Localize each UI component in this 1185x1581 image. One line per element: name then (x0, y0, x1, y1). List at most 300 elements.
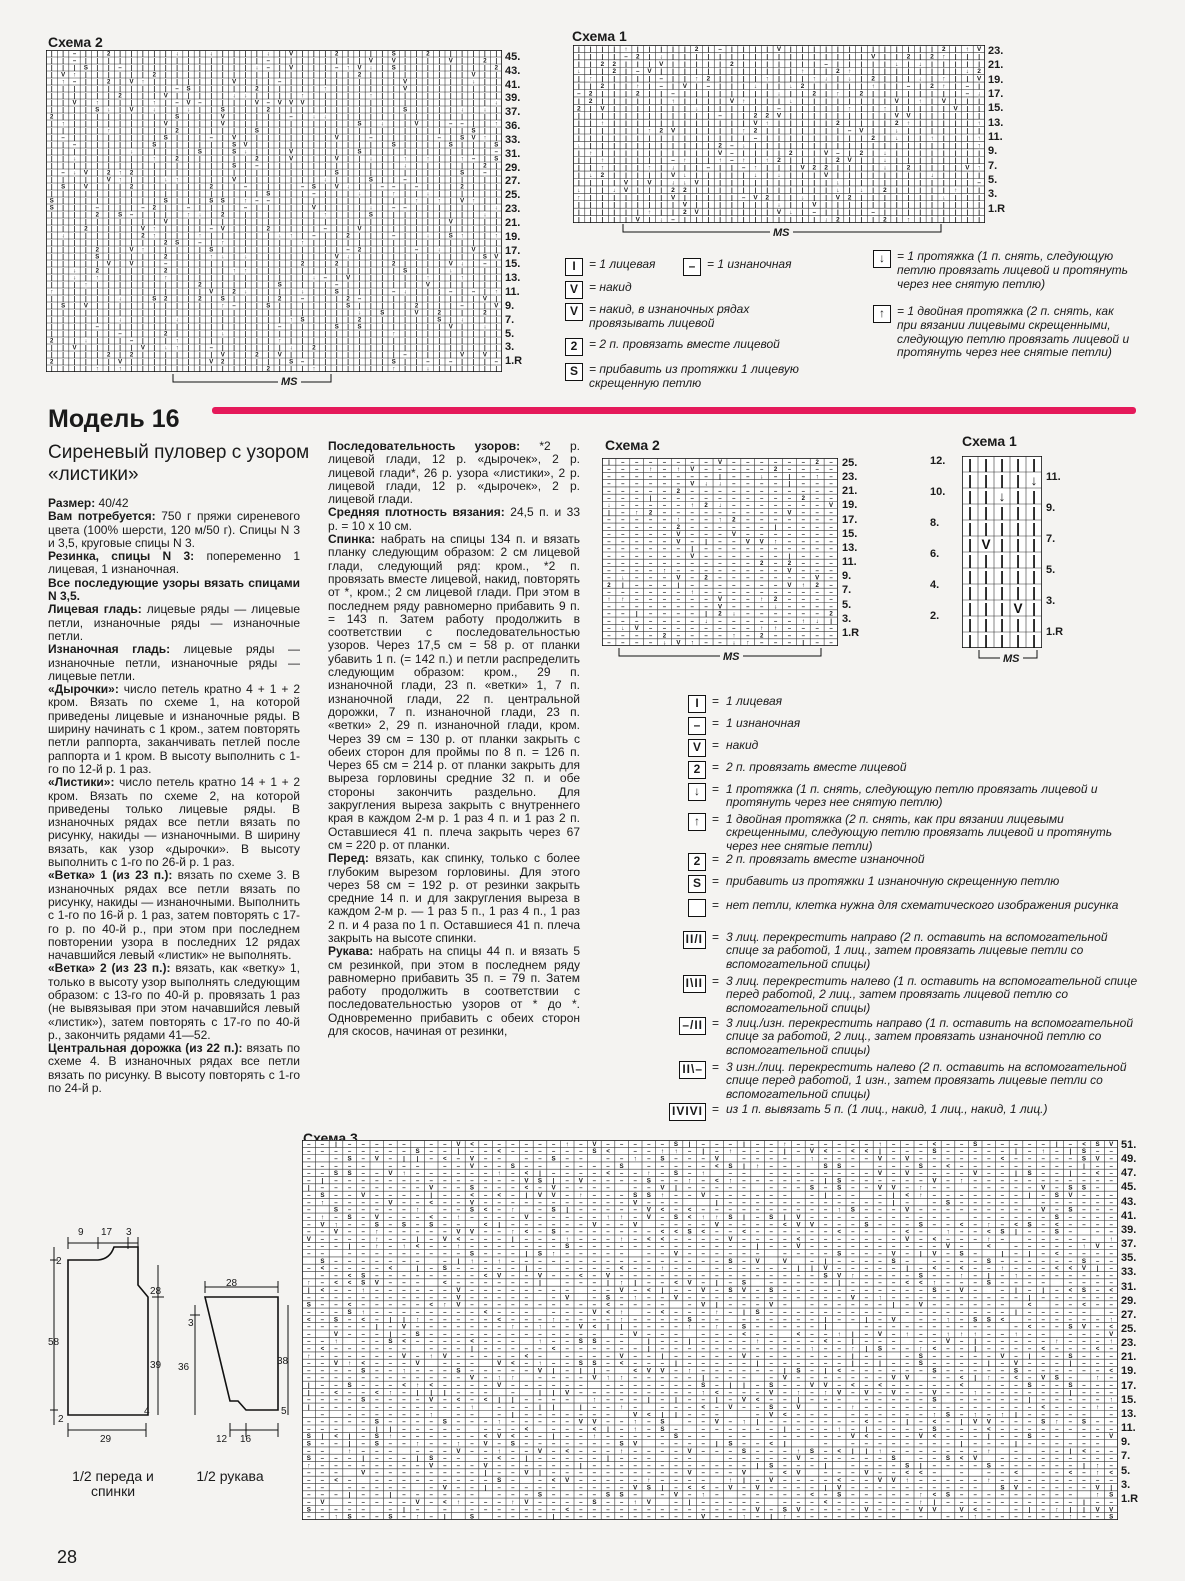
stitch-symbol: – (756, 1148, 760, 1155)
stitch-symbol: | (233, 66, 235, 72)
stitch-symbol: | (165, 108, 167, 114)
stitch-symbol: | (176, 290, 178, 296)
stitch-symbol: | (755, 217, 757, 223)
stitch-symbol: | (165, 311, 167, 317)
stitch-symbol: – (348, 1177, 352, 1184)
stitch-symbol: | (222, 157, 224, 163)
stitch-symbol: – (732, 625, 736, 632)
stitch-symbol: | (96, 234, 98, 240)
stitch-symbol: – (593, 1280, 597, 1287)
stitch-symbol: V (777, 113, 782, 120)
stitch-symbol: – (538, 1148, 542, 1155)
stitch-symbol: | (256, 213, 258, 219)
stitch-symbol: – (704, 466, 708, 473)
stitch-symbol: – (443, 1294, 447, 1301)
stitch-symbol: – (389, 1280, 393, 1287)
stitch-symbol: – (607, 603, 611, 610)
stitch-symbol: – (661, 1199, 665, 1206)
stitch-symbol: – (416, 1221, 420, 1228)
stitch-symbol: – (61, 136, 65, 142)
stitch-symbol: | (85, 143, 87, 149)
stitch-symbol: | (473, 227, 475, 233)
stitch-symbol: < (429, 1302, 433, 1309)
stitch-symbol: – (704, 524, 708, 531)
stitch-symbol: | (108, 206, 110, 212)
stitch-symbol: – (701, 1177, 705, 1184)
stitch-symbol: < (429, 1214, 433, 1221)
stitch-symbol: | (672, 113, 674, 120)
stitch-symbol: – (973, 1236, 977, 1243)
stitch-symbol: – (443, 1192, 447, 1199)
stitch-symbol: ↓ (919, 76, 922, 83)
stitch-symbol: | (74, 66, 76, 72)
stitch-symbol: | (188, 199, 190, 205)
stitch-symbol: | (199, 157, 201, 163)
stitch-symbol: – (1055, 1287, 1059, 1294)
row-number: 5. (842, 600, 851, 611)
stitch-symbol: – (732, 618, 736, 625)
stitch-symbol: | (336, 199, 338, 205)
stitch-symbol: | (416, 94, 418, 100)
stitch-symbol: – (497, 1251, 501, 1258)
stitch-symbol: – (892, 1214, 896, 1221)
stitch-symbol: | (96, 136, 98, 142)
stitch-symbol: | (484, 192, 486, 198)
stitch-symbol: – (606, 1141, 610, 1148)
stitch-symbol: – (606, 1177, 610, 1184)
stitch-symbol: | (825, 128, 827, 135)
stitch-symbol: – (919, 1207, 923, 1214)
stitch-symbol: 2 (836, 217, 840, 223)
stitch-symbol: | (199, 59, 201, 65)
stitch-symbol: | (755, 98, 757, 105)
stitch-symbol: – (966, 90, 970, 97)
stitch-symbol: ↓ (461, 318, 464, 324)
stitch-symbol: | (153, 325, 155, 331)
stitch-symbol: – (933, 1199, 937, 1206)
stitch-symbol: | (613, 209, 615, 216)
stitch-symbol: | (74, 94, 76, 100)
stitch-symbol: | (131, 136, 133, 142)
stitch-symbol: – (483, 171, 487, 177)
stitch-symbol: – (810, 1280, 814, 1287)
stitch-symbol: | (450, 94, 452, 100)
stitch-symbol: V (633, 1199, 638, 1206)
stitch-symbol: | (74, 339, 76, 345)
stitch-symbol: | (625, 209, 627, 216)
stitch-symbol: | (381, 234, 383, 240)
stitch-symbol: | (51, 325, 53, 331)
stitch-symbol: – (802, 531, 806, 538)
stitch-symbol: – (1069, 1163, 1073, 1170)
legend-description: 1 лицевая (726, 695, 782, 708)
stitch-symbol: 2 (198, 283, 202, 289)
stitch-symbol: | (660, 202, 662, 209)
stitch-symbol: | (74, 241, 76, 247)
stitch-symbol: | (837, 135, 839, 142)
stitch-symbol: | (199, 220, 201, 226)
stitch-symbol: | (849, 120, 851, 127)
stitch-symbol: – (878, 1163, 882, 1170)
stitch-symbol: | (176, 80, 178, 86)
stitch-symbol: | (359, 276, 361, 282)
stitch-symbol: | (108, 283, 110, 289)
stitch-symbol: | (233, 52, 235, 58)
stitch-symbol: – (756, 1229, 760, 1236)
stitch-symbol: | (165, 353, 167, 359)
stitch-symbol: – (1014, 1192, 1018, 1199)
stitch-symbol: | (884, 68, 886, 75)
stitch-symbol: | (766, 142, 768, 149)
stitch-symbol: | (199, 108, 201, 114)
stitch-symbol: | (495, 241, 497, 247)
stitch-symbol: – (649, 517, 653, 524)
stitch-symbol: | (267, 318, 269, 324)
stitch-symbol: S (987, 1258, 991, 1265)
stitch-symbol: | (51, 241, 53, 247)
stitch-symbol: – (495, 360, 499, 366)
stitch-symbol: | (978, 98, 980, 105)
stitch-symbol: ↓ (883, 157, 886, 164)
stitch-symbol: – (829, 603, 833, 610)
stitch-symbol: – (797, 1185, 801, 1192)
stitch-symbol: – (718, 632, 722, 639)
legend-item: – = 1 изнаночная (620, 717, 800, 735)
stitch-symbol: | (461, 332, 463, 338)
stitch-symbol: | (74, 164, 76, 170)
stitch-symbol: | (324, 164, 326, 170)
stitch-symbol: | (62, 262, 64, 268)
stitch-symbol: | (1032, 505, 1036, 520)
stitch-symbol: | (707, 179, 709, 186)
stitch-symbol: – (606, 1258, 610, 1265)
stitch-symbol: | (743, 187, 745, 194)
stitch-symbol: ↓ (495, 206, 498, 212)
stitch-symbol: | (578, 165, 580, 172)
stitch-symbol: | (313, 122, 315, 128)
stitch-symbol: | (984, 521, 988, 536)
stitch-symbol: | (74, 311, 76, 317)
stitch-symbol: | (813, 142, 815, 149)
stitch-symbol: – (802, 538, 806, 545)
stitch-symbol: | (290, 143, 292, 149)
stitch-symbol: | (381, 73, 383, 79)
materials-paragraph: Вам потребуется: 750 г пряжи сиреневого цвета (100% шерсти, 120 м/50 г). Спицы N 3 и 3,5, круговые спицы N 3. (48, 510, 300, 550)
stitch-symbol: – (307, 1170, 311, 1177)
stitch-symbol: ↑ (198, 234, 201, 240)
stitch-symbol: – (946, 1251, 950, 1258)
stitch-symbol: | (427, 136, 429, 142)
stitch-symbol: | (637, 209, 639, 216)
stitch-symbol: ↑ (443, 1302, 446, 1309)
stitch-symbol: | (359, 346, 361, 352)
stitch-symbol: – (457, 1192, 461, 1199)
stitch-symbol: V (375, 1280, 380, 1287)
stitch-symbol: | (279, 227, 281, 233)
stitch-symbol: – (633, 1265, 637, 1272)
stitch-symbol: – (635, 502, 639, 509)
stitch-symbol: – (756, 1294, 760, 1301)
stitch-symbol: | (684, 194, 686, 201)
stitch-symbol: | (495, 94, 497, 100)
stitch-symbol: – (389, 1229, 393, 1236)
stitch-symbol: | (637, 76, 639, 83)
stitch-symbol: | (625, 172, 627, 179)
stitch-symbol: | (313, 262, 315, 268)
stitch-symbol: | (473, 171, 475, 177)
stitch-symbol: – (746, 596, 750, 603)
stitch-symbol: | (649, 135, 651, 142)
stitch-symbol: | (153, 283, 155, 289)
stitch-symbol: | (1016, 457, 1020, 472)
stitch-symbol: ↓ (312, 276, 315, 282)
stitch-symbol: < (715, 1163, 719, 1170)
stitch-symbol: – (621, 632, 625, 639)
stitch-symbol: ↑ (210, 255, 213, 261)
stitch-symbol: | (416, 80, 418, 86)
stitch-symbol: – (470, 1280, 474, 1287)
stitch-symbol: < (960, 1221, 964, 1228)
stitch-symbol: ↑ (324, 87, 327, 93)
stitch-symbol: – (593, 1177, 597, 1184)
stitch-symbol: – (824, 1221, 828, 1228)
stitch-symbol: – (307, 1243, 311, 1250)
stitch-symbol: | (790, 202, 792, 209)
stitch-symbol: ↓ (836, 187, 839, 194)
stitch-symbol: | (672, 142, 674, 149)
stitch-symbol: | (119, 248, 121, 254)
stitch-symbol: – (416, 1214, 420, 1221)
stitch-symbol: S (728, 1258, 732, 1265)
stitch-symbol: – (746, 582, 750, 589)
stitch-symbol: – (484, 1141, 488, 1148)
stitch-symbol: ↓ (233, 94, 236, 100)
stitch-symbol: | (861, 165, 863, 172)
stitch-symbol: | (51, 276, 53, 282)
stitch-symbol: | (324, 367, 326, 372)
stitch-symbol: – (674, 1258, 678, 1265)
stitch-symbol: ↑ (153, 157, 156, 163)
stitch-symbol: < (620, 1265, 624, 1272)
stitch-symbol: | (931, 194, 933, 201)
stitch-symbol: – (511, 1272, 515, 1279)
stitch-symbol: – (688, 1272, 692, 1279)
stitch-symbol: | (96, 283, 98, 289)
stitch-symbol: 2 (836, 120, 840, 127)
stitch-symbol: – (607, 560, 611, 567)
stitch-symbol: – (443, 1185, 447, 1192)
stitch-symbol: – (1082, 1272, 1086, 1279)
stitch-symbol: | (625, 217, 627, 223)
stitch-symbol: | (943, 68, 945, 75)
stitch-symbol: – (746, 567, 750, 574)
stitch-symbol: | (660, 90, 662, 97)
stitch-symbol: ↑ (498, 1170, 501, 1177)
stitch-symbol: | (153, 262, 155, 268)
stitch-symbol: ↑ (634, 1156, 637, 1163)
stitch-symbol: | (370, 353, 372, 359)
stitch-symbol: | (966, 217, 968, 223)
stitch-symbol: | (590, 217, 592, 223)
stitch-symbol: | (1000, 457, 1004, 472)
stitch-symbol: V (690, 481, 695, 488)
stitch-symbol: | (438, 101, 440, 107)
stitch-symbol: | (324, 59, 326, 65)
row-number: 19. (505, 232, 520, 243)
stitch-symbol: – (674, 1265, 678, 1272)
stitch-symbol: – (718, 466, 722, 473)
stitch-symbol: | (199, 178, 201, 184)
stitch-symbol: | (984, 553, 988, 568)
stitch-symbol: – (607, 495, 611, 502)
top-schema2-row-labels (505, 52, 545, 372)
stitch-symbol: | (625, 157, 627, 164)
stitch-symbol: ↑ (307, 1280, 310, 1287)
stitch-symbol: 2 (107, 353, 111, 359)
stitch-symbol: – (732, 560, 736, 567)
stitch-symbol: S (221, 108, 225, 114)
stitch-symbol: | (119, 59, 121, 65)
stitch-symbol: | (74, 262, 76, 268)
stitch-symbol: | (108, 325, 110, 331)
stitch-symbol: < (334, 1280, 338, 1287)
stitch-symbol: | (85, 346, 87, 352)
stitch-symbol: V (715, 1221, 720, 1228)
stitch-symbol: | (370, 241, 372, 247)
stitch-symbol: ↑ (801, 68, 804, 75)
stitch-symbol: – (538, 1163, 542, 1170)
stitch-symbol: – (815, 589, 819, 596)
stitch-symbol: S (1068, 1185, 1072, 1192)
stitch-symbol: | (778, 53, 780, 60)
stitch-symbol: | (790, 68, 792, 75)
stitch-symbol: < (647, 1287, 651, 1294)
stitch-symbol: | (861, 46, 863, 53)
stitch-symbol: | (766, 46, 768, 53)
stitch-symbol: – (389, 1156, 393, 1163)
stitch-symbol: – (1069, 1302, 1073, 1309)
stitch-symbol: ↑ (1042, 1148, 1045, 1155)
stitch-symbol: – (1055, 1156, 1059, 1163)
stitch-symbol: | (324, 80, 326, 86)
stitch-symbol: – (620, 1141, 624, 1148)
stitch-symbol: V (683, 83, 688, 90)
stitch-symbol: | (347, 290, 349, 296)
stitch-symbol: – (802, 466, 806, 473)
stitch-symbol: | (245, 192, 247, 198)
stitch-symbol: ↓ (73, 171, 76, 177)
stitch-symbol: | (484, 66, 486, 72)
stitch-symbol: – (837, 1236, 841, 1243)
stitch-symbol: – (829, 466, 833, 473)
stitch-symbol: | (347, 262, 349, 268)
stitch-symbol: | (613, 179, 615, 186)
stitch-symbol: – (1001, 1185, 1005, 1192)
stitch-symbol: 2 (815, 582, 819, 589)
stitch-symbol: | (233, 185, 235, 191)
stitch-symbol: | (324, 353, 326, 359)
stitch-symbol: | (778, 142, 780, 149)
stitch-symbol: – (593, 1170, 597, 1177)
stitch-symbol: ↓ (426, 192, 429, 198)
stitch-symbol: – (429, 1236, 433, 1243)
stitch-symbol: 2 (335, 262, 339, 268)
stitch-symbol: < (443, 1156, 447, 1163)
stitch-symbol: | (896, 157, 898, 164)
stitch-symbol: S (1028, 1221, 1032, 1228)
stitch-symbol: | (1016, 553, 1020, 568)
stitch-symbol: – (851, 1141, 855, 1148)
stitch-symbol: – (402, 1236, 406, 1243)
stitch-symbol: | (825, 68, 827, 75)
stitch-symbol: | (119, 311, 121, 317)
stitch-symbol: | (199, 185, 201, 191)
stitch-symbol: | (347, 115, 349, 121)
stitch-symbol: | (884, 83, 886, 90)
stitch-symbol: | (302, 73, 304, 79)
stitch-symbol: – (620, 1170, 624, 1177)
stitch-symbol: – (1069, 1229, 1073, 1236)
legend-item: ↑ = 1 двойная протяжка (2 п. снять, как при вязании лицевыми скрещенными, следующую петлю провязать лицевой и протянуть через нее снятые петли) (620, 813, 1140, 853)
stitch-symbol: | (672, 53, 674, 60)
stitch-symbol: – (620, 1243, 624, 1250)
stitch-symbol: – (742, 1236, 746, 1243)
stitch-symbol: < (416, 1243, 420, 1250)
stitch-symbol: – (674, 1287, 678, 1294)
stitch-symbol: – (497, 1265, 501, 1272)
stitch-symbol: | (825, 1177, 827, 1184)
stitch-symbol: | (755, 179, 757, 186)
stitch-symbol: ↑ (589, 150, 592, 157)
stitch-symbol: – (1028, 1258, 1032, 1265)
stitch-symbol: ↑ (661, 1148, 664, 1155)
stitch-symbol: – (538, 1302, 542, 1309)
stitch-symbol: – (321, 1236, 325, 1243)
stitch-symbol: ↓ (942, 194, 945, 201)
stitch-symbol: – (774, 582, 778, 589)
stitch-symbol: | (955, 90, 957, 97)
stitch-symbol: | (578, 150, 580, 157)
stitch-symbol: | (495, 129, 497, 135)
stitch-symbol: ↑ (688, 1177, 691, 1184)
stitch-symbol: | (302, 108, 304, 114)
stitch-symbol: – (919, 1294, 923, 1301)
stitch-symbol: – (663, 596, 667, 603)
stitch-symbol: ↑ (878, 1294, 881, 1301)
top-schema1-ms: MS (770, 227, 793, 239)
stitch-symbol: | (590, 128, 592, 135)
stitch-symbol: | (313, 66, 315, 72)
stitch-symbol: | (802, 128, 804, 135)
stitch-symbol: | (279, 143, 281, 149)
stitch-symbol: | (613, 76, 615, 83)
stitch-symbol: – (593, 1251, 597, 1258)
stitch-symbol: – (375, 1272, 379, 1279)
stitch-symbol: – (635, 632, 639, 639)
stitch-symbol: – (73, 59, 77, 65)
stitch-symbol: – (837, 1199, 841, 1206)
stitch-symbol: | (359, 255, 361, 261)
stitch-symbol: – (837, 1192, 841, 1199)
stitch-symbol: | (381, 157, 383, 163)
stitch-symbol: | (919, 90, 921, 97)
stitch-symbol: – (960, 1280, 964, 1287)
stitch-symbol: V (1041, 1207, 1046, 1214)
stitch-symbol: – (769, 1192, 773, 1199)
stitch-symbol: V (701, 1302, 706, 1309)
stitch-symbol: | (849, 150, 851, 157)
stitch-symbol: – (1069, 1236, 1073, 1243)
